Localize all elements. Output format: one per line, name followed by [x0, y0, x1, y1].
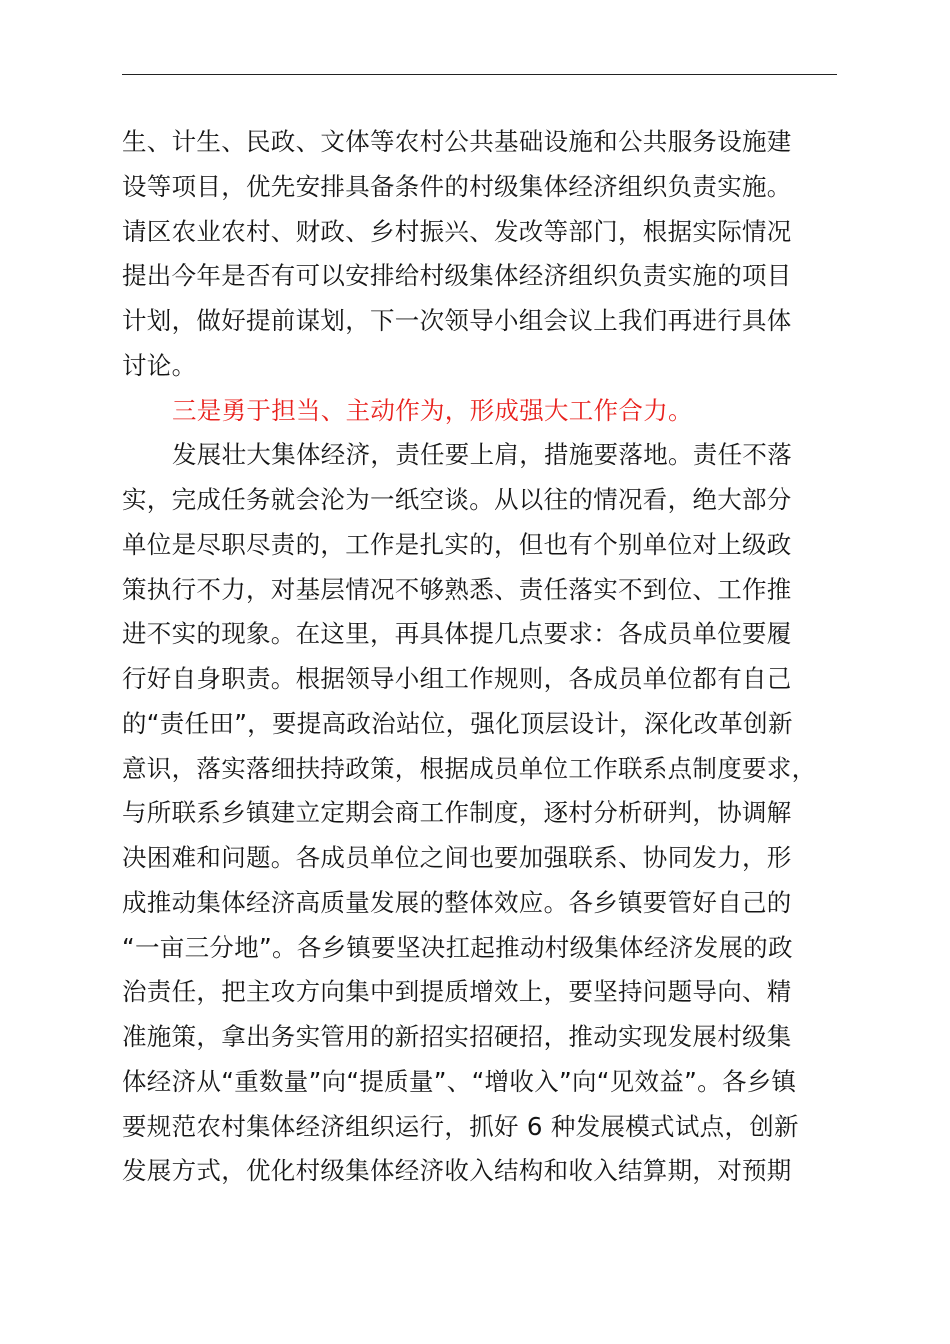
text-line: 行好自身职责。根据领导小组工作规则，各成员单位都有自己 [122, 664, 792, 693]
text-line: 策执行不力，对基层情况不够熟悉、责任落实不到位、工作推 [122, 574, 792, 604]
text-line: “一亩三分地”。各乡镇要坚决扛起推动村级集体经济发展的政 [122, 932, 793, 962]
text-line: 成推动集体经济高质量发展的整体效应。各乡镇要管好自己的 [122, 887, 792, 917]
text-line: 发展壮大集体经济，责任要上肩，措施要落地。责任不落 [172, 440, 792, 470]
text-line: 决困难和问题。各成员单位之间也要加强联系、协同发力，形 [122, 843, 792, 872]
text-line: 治责任，把主攻方向集中到提质增效上，要坚持问题导向、精 [122, 977, 792, 1007]
text-line: 计划，做好提前谋划，下一次领导小组会议上我们再进行具体 [122, 306, 792, 335]
text-line: 发展方式，优化村级集体经济收入结构和收入结算期，对预期 [122, 1156, 792, 1186]
text-line: 生、计生、民政、文体等农村公共基础设施和公共服务设施建 [122, 127, 792, 156]
text-line: 体经济从“重数量”向“提质量”、“增收入”向“见效益”。各乡镇 [122, 1066, 797, 1096]
section-heading: 三是勇于担当、主动作为，形成强大工作合力。 [172, 395, 693, 425]
text-line: 设等项目，优先安排具备条件的村级集体经济组织负责实施。 [122, 171, 792, 201]
text-line: 进不实的现象。在这里，再具体提几点要求：各成员单位要履 [122, 619, 792, 649]
text-line: 意识，落实落细扶持政策，根据成员单位工作联系点制度要求， [122, 753, 817, 783]
text-line: 实，完成任务就会沦为一纸空谈。从以往的情况看，绝大部分 [122, 485, 792, 514]
document-body [122, 120, 840, 1194]
text-line: 提出今年是否有可以安排给村级集体经济组织负责实施的项目 [122, 261, 792, 291]
text-line: 准施策，拿出务实管用的新招实招硬招，推动实现发展村级集 [122, 1022, 792, 1051]
text-line: 的“责任田”，要提高政治站位，强化顶层设计，深化改革创新 [122, 708, 793, 738]
text-line: 与所联系乡镇建立定期会商工作制度，逐村分析研判，协调解 [122, 798, 792, 828]
text-line: 讨论。 [122, 350, 197, 380]
text-line: 请区农业农村、财政、乡村振兴、发改等部门，根据实际情况 [122, 216, 792, 246]
text-line: 要规范农村集体经济组织运行，抓好 6 种发展模式试点，创新 [122, 1111, 799, 1141]
paragraph-1 [122, 120, 840, 389]
header-rule [122, 74, 837, 75]
text-line: 单位是尽职尽责的，工作是扎实的，但也有个别单位对上级政 [122, 529, 792, 559]
paragraph-2 [122, 433, 840, 1194]
